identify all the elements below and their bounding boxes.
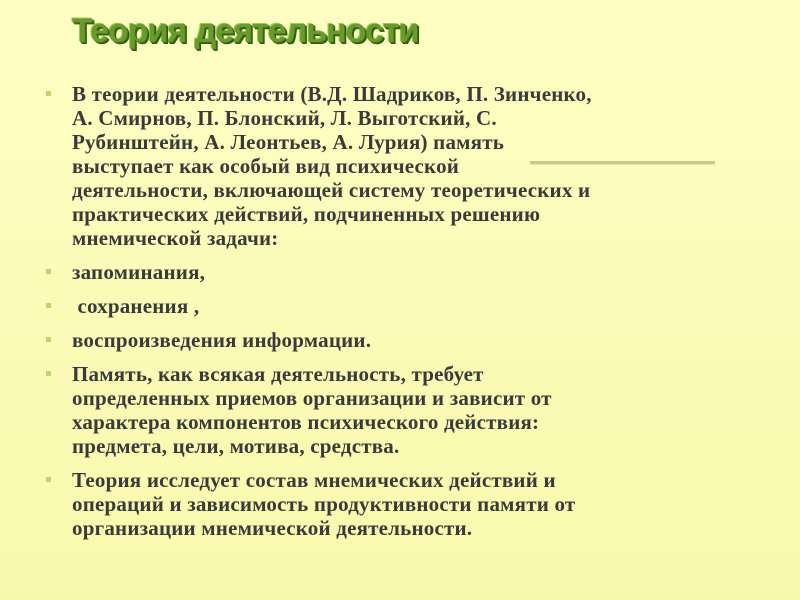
bullet-square-icon [46,269,51,274]
slide-content [44,82,744,550]
bullet-line: запоминания, [72,260,206,284]
bullet-line: Теория исследует состав мнемических действий и [72,468,556,492]
bullet-line: характера компонентов психического действия: [72,410,540,434]
bullet-square-icon [46,91,51,96]
bullet-line: практических действий, подчиненных решению [72,202,541,226]
bullet-line: воспроизведения информации. [72,328,372,352]
bullet-square-icon [46,303,51,308]
bullet-square-icon [46,337,51,342]
bullet-item [44,260,744,284]
bullet-line: операций и зависимость продуктивности памяти от [72,492,576,516]
bullet-item [44,362,744,458]
bullet-line: В теории деятельности (В.Д. Шадриков, П. Зинченко, [72,82,592,106]
bullet-square-icon [46,371,51,376]
bullet-line: Память, как всякая деятельность, требует [72,362,484,386]
bullet-line: организации мнемической деятельности. [72,516,473,540]
bullet-line: деятельности, включающей систему теоретических и [72,178,591,202]
bullet-item [44,82,744,250]
bullet-line: А. Смирнов, П. Блонский, Л. Выготский, С. [72,106,497,130]
slide-title: Теория деятельности [72,12,419,50]
bullet-item [44,468,744,540]
bullet-line: сохранения , [72,294,200,318]
bullet-line: мнемической задачи: [72,226,279,250]
bullet-line: выступает как особый вид психической [72,154,460,178]
bullet-list [44,82,744,540]
bullet-item [44,294,744,318]
bullet-line: Рубинштейн, А. Леонтьев, А. Лурия) память [72,130,505,154]
bullet-line: предмета, цели, мотива, средства. [72,434,400,458]
bullet-item [44,328,744,352]
bullet-square-icon [46,477,51,482]
bullet-line: определенных приемов организации и зависит от [72,386,552,410]
